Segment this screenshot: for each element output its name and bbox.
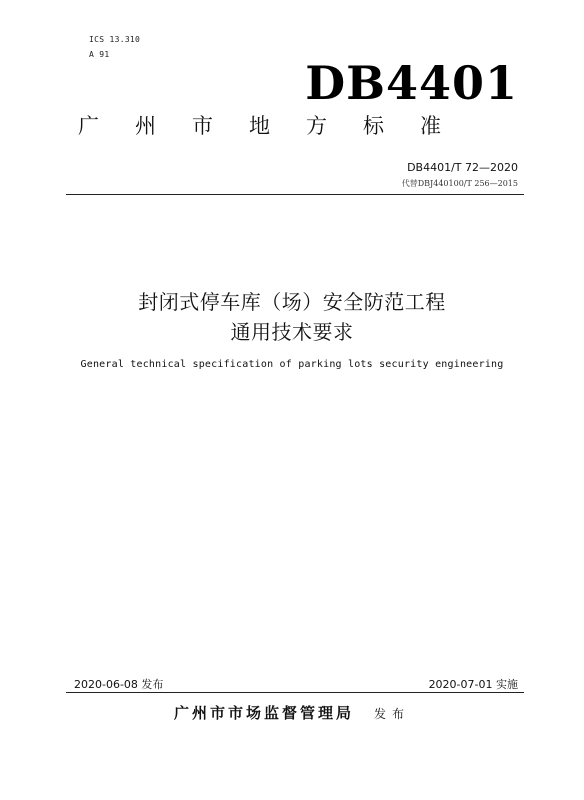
standard-name: 广州市地方标准 (78, 114, 477, 138)
ccs-code: A 91 (89, 50, 110, 59)
issuer-name: 广州市市场监督管理局 (173, 704, 354, 722)
standard-number: DB4401/T 72—2020 (407, 161, 518, 174)
replaces-standard: 代替DBJ440100/T 256—2015 (401, 179, 518, 188)
document-title (0, 287, 584, 347)
bottom-divider (66, 692, 524, 693)
ics-code: ICS 13.310 (89, 35, 141, 44)
implementation-date: 2020-07-01 实施 (428, 678, 518, 691)
title-zh-line1: 封闭式停车库（场）安全防范工程 (138, 290, 446, 314)
top-divider (66, 194, 524, 195)
title-zh-line2: 通用技术要求 (230, 320, 354, 344)
issue-date: 2020-06-08 发布 (74, 678, 164, 691)
title-english: General technical specification of parking lots security engineering (80, 359, 504, 370)
standard-logo: DB4401 (305, 56, 518, 110)
issuer-line (0, 702, 584, 723)
issuer-action: 发布 (374, 707, 411, 721)
